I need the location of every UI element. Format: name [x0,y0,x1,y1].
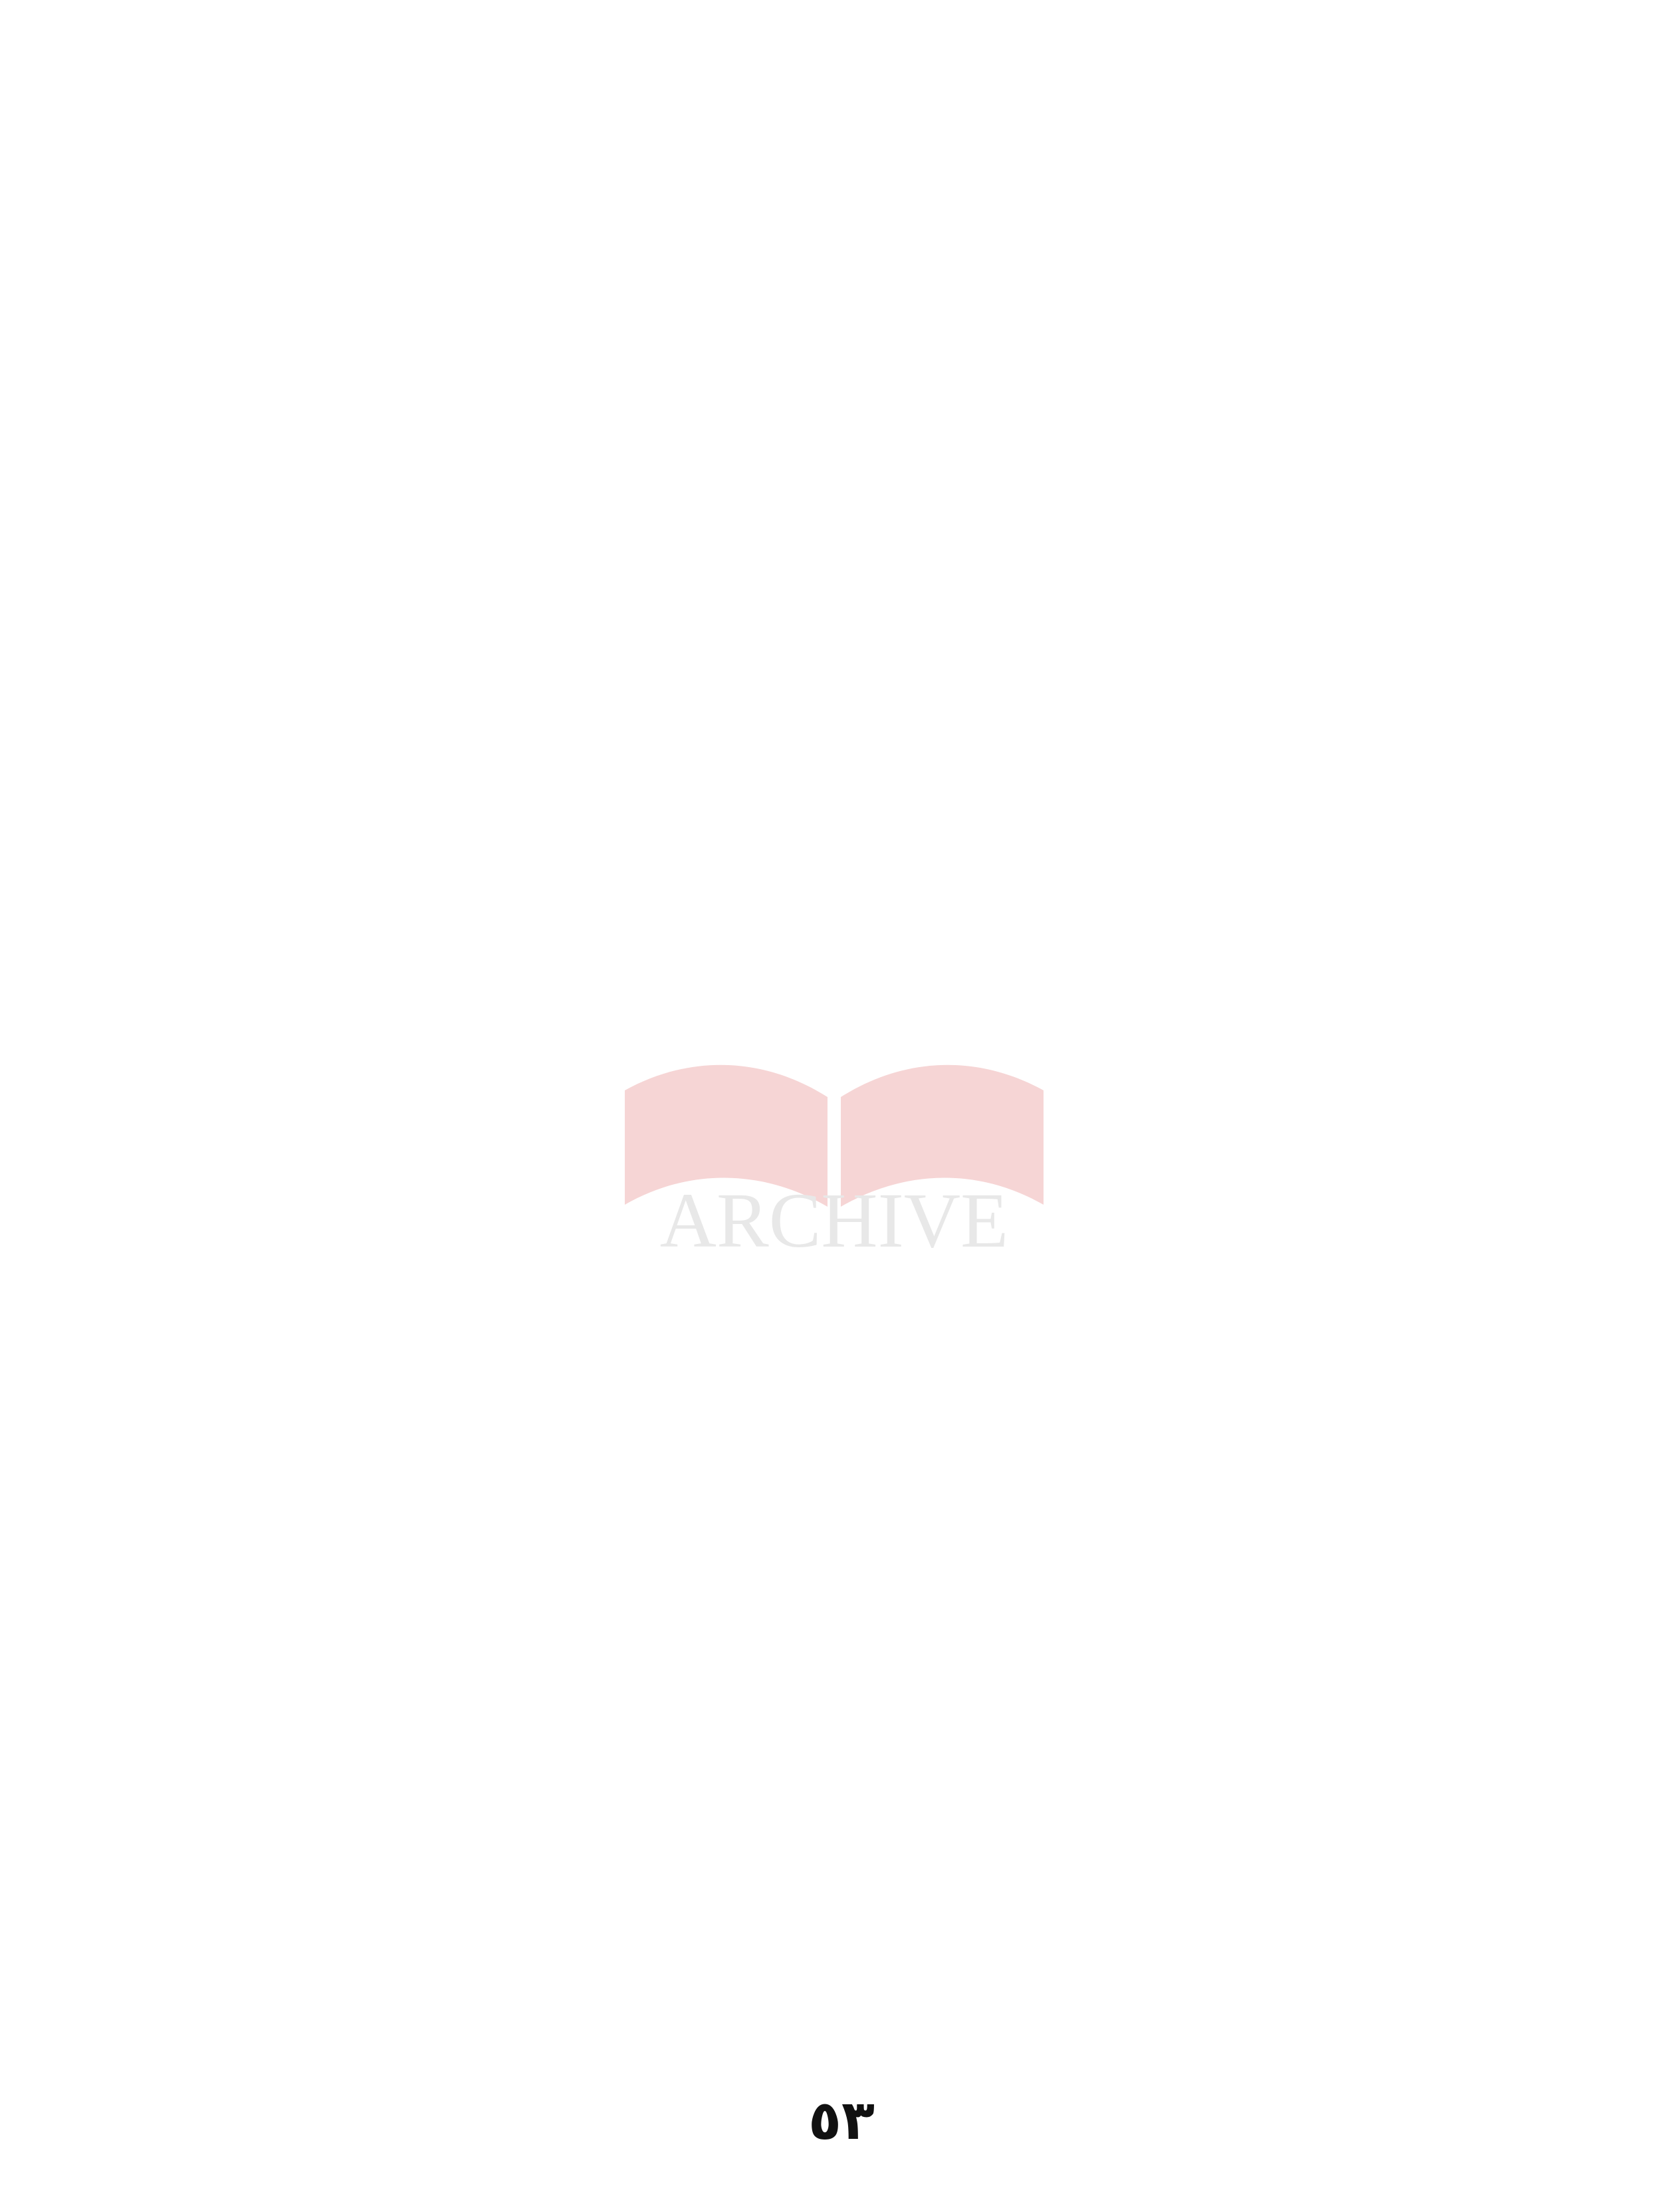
watermark-word: ARCHIVE [659,1177,1009,1264]
page-number: ٥٣ [808,2089,875,2152]
left-column [106,103,784,2034]
right-column [871,103,1549,2034]
